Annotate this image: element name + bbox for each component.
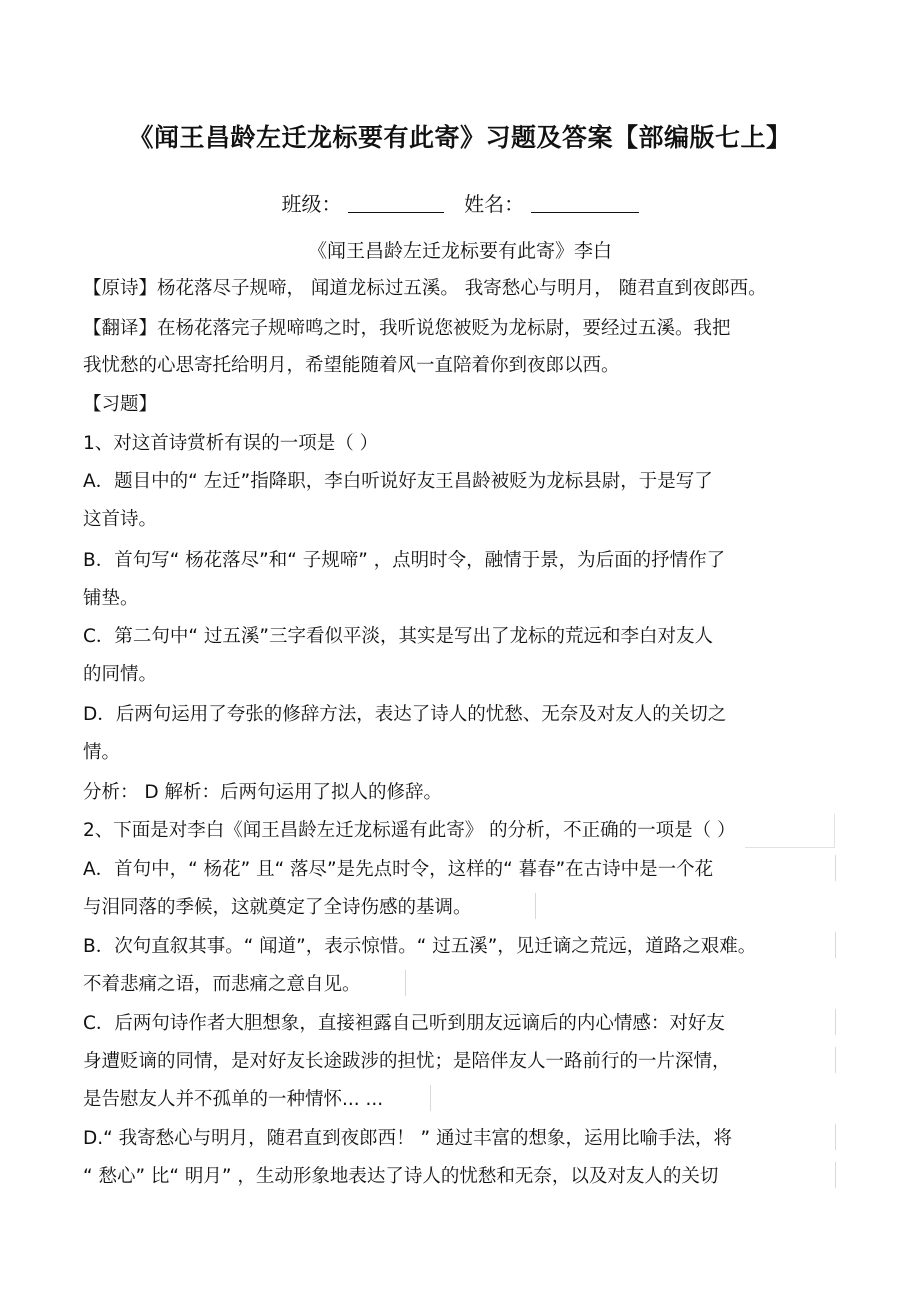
class-label: 班级： — [281, 192, 342, 216]
row-border — [835, 1009, 836, 1035]
row-border — [835, 932, 836, 958]
q1-answer-analysis: 分析： D 解析：后两句运用了拟人的修辞。 — [83, 782, 443, 803]
q2-option-c-line-3: 是告慰友人并不孤单的一种情怀... ... — [83, 1089, 384, 1110]
q1-option-b-line-2: 铺垫。 — [83, 588, 139, 609]
row-border — [835, 1124, 836, 1150]
translation-line-1: 【翻译】在杨花落完子规啼鸣之时，我听说您被贬为龙标尉，要经过五溪。我把 — [83, 318, 731, 339]
original-poem-line: 【原诗】杨花落尽子规啼， 闻道龙标过五溪。 我寄愁心与明月， 随君直到夜郎西。 — [83, 278, 767, 299]
question-1: 1、对这首诗赏析有误的一项是（ ） — [83, 433, 379, 454]
row-border — [535, 893, 536, 919]
q1-option-a-line-2: 这首诗。 — [83, 509, 158, 530]
row-border — [835, 855, 836, 881]
q2-option-d-line-1: D.“ 我寄愁心与明月，随君直到夜郎西！ ” 通过丰富的想象，运用比喻手法，将 — [83, 1128, 732, 1149]
poem-subtitle: 《闻王昌龄左迁龙标要有此寄》李白 — [307, 240, 612, 262]
student-info-row — [0, 188, 920, 217]
answer-box-border — [745, 814, 835, 848]
q1-option-c-line-1: C．第二句中“ 过五溪”三字看似平淡，其实是写出了龙标的荒远和李白对友人 — [83, 626, 713, 647]
row-border — [835, 1162, 836, 1188]
row-border — [835, 1047, 836, 1073]
row-border — [430, 1085, 431, 1111]
q1-option-d-line-1: D．后两句运用了夸张的修辞方法，表达了诗人的忧愁、无奈及对友人的关切之 — [83, 704, 727, 725]
q2-option-a-line-1: A．首句中，“ 杨花” 且“ 落尽”是先点时令，这样的“ 暮春”在古诗中是一个花 — [83, 859, 714, 880]
q2-option-d-line-2: “ 愁心” 比“ 明月” ，生动形象地表达了诗人的忧愁和无奈，以及对友人的关切 — [83, 1166, 719, 1187]
q2-option-c-line-1: C．后两句诗作者大胆想象，直接袒露自己听到朋友远谪后的内心情感：对好友 — [83, 1013, 725, 1034]
page-title: 《闻王昌龄左迁龙标要有此寄》习题及答案【部编版七上】 — [128, 123, 792, 152]
row-border — [405, 970, 406, 996]
name-blank[interactable] — [531, 192, 639, 213]
q2-option-b-line-1: B．次句直叙其事。“ 闻道”，表示惊惜。“ 过五溪”，见迁谪之荒远，道路之艰难。 — [83, 936, 757, 957]
q2-option-c-line-2: 身遭贬谪的同情，是对好友长途跋涉的担忧；是陪伴友人一路前行的一片深情， — [83, 1051, 731, 1072]
class-blank[interactable] — [348, 192, 444, 213]
exercises-heading: 【习题】 — [83, 394, 158, 415]
name-label: 姓名： — [464, 192, 525, 216]
q1-option-d-line-2: 情。 — [83, 742, 121, 763]
q2-option-a-line-2: 与泪同落的季候，这就奠定了全诗伤感的基调。 — [83, 897, 472, 918]
q1-option-a-line-1: A．题目中的“ 左迁”指降职，李白听说好友王昌龄被贬为龙标县尉，于是写了 — [83, 471, 713, 492]
q1-option-c-line-2: 的同情。 — [83, 664, 158, 685]
question-2: 2、下面是对李白《闻王昌龄左迁龙标遥有此寄》 的分析，不正确的一项是（ ） — [83, 820, 736, 841]
q1-option-b-line-1: B．首句写“ 杨花落尽”和“ 子规啼” ，点明时令，融情于景，为后面的抒情作了 — [83, 550, 726, 571]
q2-option-b-line-2: 不着悲痛之语，而悲痛之意自见。 — [83, 974, 361, 995]
translation-line-2: 我忧愁的心思寄托给明月，希望能随着风一直陪着你到夜郎以西。 — [83, 355, 620, 376]
